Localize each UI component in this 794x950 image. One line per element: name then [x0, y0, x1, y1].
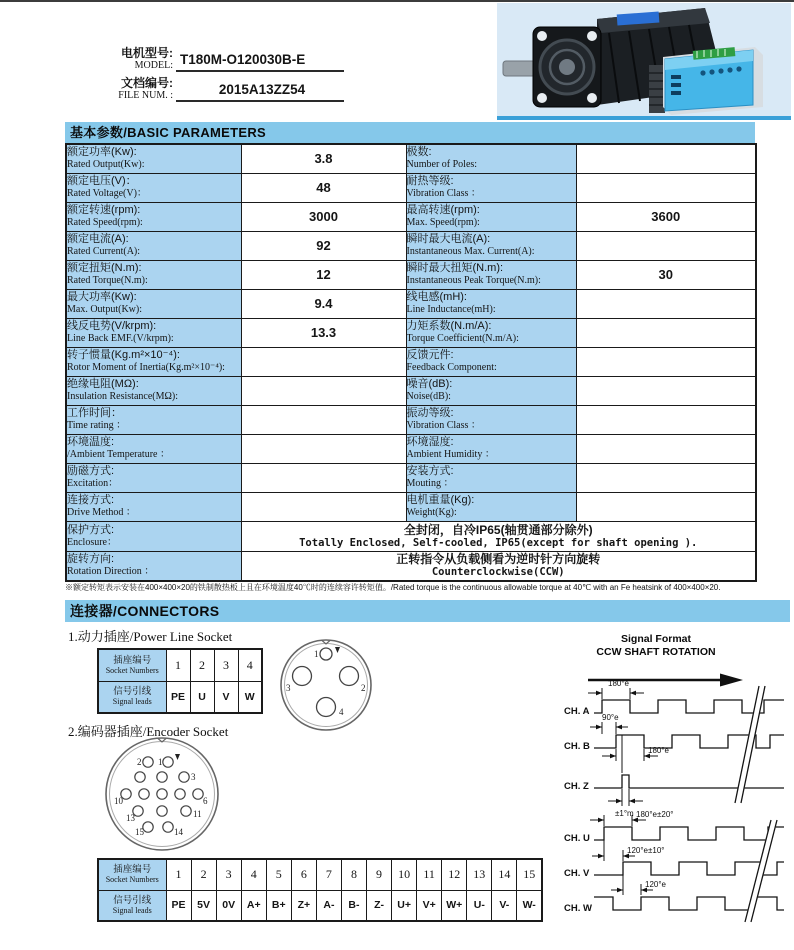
power-pin-3 [293, 667, 312, 686]
power-socket-leads-label [98, 681, 166, 713]
encoder-pin-10-label: 10 [114, 796, 123, 806]
enclosure-label-cell [66, 521, 241, 551]
socket-cell: V+ [417, 890, 442, 921]
product-photo-panel [497, 3, 791, 120]
channel-u-label: CH. U [564, 833, 590, 844]
param-label-cell: 线电感(mH): Line Inductance(mH): [406, 289, 576, 318]
rotation-value-cell [241, 551, 756, 581]
param-label-cell: 最大功率(Kw): Max. Output(Kw): [66, 289, 241, 318]
pin1-key-mark [335, 647, 340, 653]
socket-cell: 5V [191, 890, 216, 921]
basic-parameters-table [65, 143, 757, 582]
param-label-cell: 额定电流(A): Rated Current(A): [66, 231, 241, 260]
enclosure-value-cn: 全封闭，自冷IP65(轴贯通部分除外) [403, 522, 593, 537]
document-header [104, 46, 344, 106]
param-value-cell: 13.3 [241, 318, 406, 347]
param-value-cell [576, 434, 756, 463]
socket-cell: A- [316, 890, 341, 921]
basic-parameter-row [66, 463, 756, 492]
encoder-socket-numbers-row [98, 859, 542, 890]
param-value-cell [241, 492, 406, 521]
model-value: T180M-O120030B-E [176, 52, 344, 72]
channel-a-label: CH. A [564, 706, 590, 717]
power-socket-leads-row [98, 681, 262, 713]
param-value-cell [576, 492, 756, 521]
power-socket-numbers-label [98, 649, 166, 681]
basic-parameter-row [66, 173, 756, 202]
rotation-label-cn: 旋转方向: [67, 553, 115, 566]
socket-cell: 4 [238, 649, 262, 681]
param-value-cell: 12 [241, 260, 406, 289]
param-value-cell [241, 434, 406, 463]
file-num-value: 2015A13ZZ54 [176, 82, 344, 102]
signal-title-line2: CCW SHAFT ROTATION [596, 646, 716, 658]
param-label-cell: 电机重量(Kg): Weight(Kg): [406, 492, 576, 521]
socket-numbers-label-cn: 插座编号 [113, 864, 152, 876]
signal-title-line1: Signal Format [620, 633, 692, 645]
param-label-cell: 瞬时最大扭矩(N.m): Instantaneous Peak Torque(N.m): [406, 260, 576, 289]
param-value-cell: 3000 [241, 202, 406, 231]
socket-cell: 14 [492, 859, 517, 890]
socket-cell: 13 [467, 859, 492, 890]
param-label-cell: 极数: Number of Poles: [406, 144, 576, 173]
socket-cell: U+ [392, 890, 417, 921]
param-label-cell: 噪音(dB): Noise(dB): [406, 376, 576, 405]
encoder-pin-13-label: 13 [126, 813, 135, 823]
signal-format-diagram [552, 628, 792, 940]
socket-cell: 8 [341, 859, 366, 890]
encoder-socket-leads-label [98, 890, 166, 921]
param-label-cell: 振动等级: Vibration Class ： [406, 405, 576, 434]
encoder-socket-heading: 2.编码器插座/Encoder Socket [68, 724, 229, 739]
encoder-pin-3-label: 3 [191, 772, 196, 782]
encoder-pin-2-label: 2 [137, 757, 142, 767]
dim-z: ±1°m [615, 809, 634, 818]
basic-parameters-header: 基本参数/BASIC PARAMETERS [65, 122, 755, 143]
basic-merged-rows [66, 521, 756, 581]
basic-parameter-row [66, 202, 756, 231]
socket-cell: Z- [367, 890, 392, 921]
rotation-row [66, 551, 756, 581]
encoder-socket-numbers-label [98, 859, 166, 890]
socket-numbers-label-cn: 插座编号 [113, 654, 152, 666]
power-pin-3-label: 3 [286, 683, 291, 693]
socket-cell: PE [166, 681, 190, 713]
socket-cell: 4 [241, 859, 266, 890]
param-value-cell: 9.4 [241, 289, 406, 318]
socket-cell: B- [341, 890, 366, 921]
power-pin-1-label: 1 [314, 649, 319, 659]
page-top-rule [0, 0, 794, 2]
basic-parameter-rows [66, 144, 756, 521]
rotation-value-en: Counterclockwise(CCW) [431, 566, 565, 579]
waveform-break-lower [748, 820, 774, 922]
socket-cell: 12 [442, 859, 467, 890]
motor-controller-illustration [497, 3, 791, 116]
param-label-cell: 最高转速(rpm): Max. Speed(rpm): [406, 202, 576, 231]
param-value-cell [576, 318, 756, 347]
channel-z-label: CH. Z [564, 781, 589, 792]
param-label-cell: 工作时间： Time rating ： [66, 405, 241, 434]
socket-cell: 15 [517, 859, 542, 890]
socket-cell: B+ [266, 890, 291, 921]
param-value-cell [241, 376, 406, 405]
param-value-cell [576, 173, 756, 202]
param-label-cell: 额定扭矩(N.m): Rated Torque(N.m): [66, 260, 241, 289]
enclosure-value-cell [241, 521, 756, 551]
encoder-pin-6-label: 6 [203, 796, 208, 806]
socket-cell: 11 [417, 859, 442, 890]
param-value-cell: 3600 [576, 202, 756, 231]
socket-cell: 2 [191, 859, 216, 890]
param-label-cell: 转子惯量(Kg.m²×10⁻⁴): Rotor Moment of Inertia(Kg.m²×10⁻⁴): [66, 347, 241, 376]
dim-v: 120°e±10° [627, 846, 665, 855]
socket-cell: V [214, 681, 238, 713]
socket-cell: V- [492, 890, 517, 921]
param-value-cell [576, 144, 756, 173]
encoder-pin-14-label: 14 [174, 827, 183, 837]
model-label-cn: 电机型号: [121, 46, 173, 60]
socket-cell: 7 [316, 859, 341, 890]
dim-b2: 180°e [648, 746, 669, 755]
model-label-en: MODEL: [134, 60, 173, 71]
enclosure-value-en: Totally Enclosed, Self-cooled, IP65(except for shaft opening ). [299, 536, 698, 549]
connectors-header: 连接器/CONNECTORS [65, 600, 790, 622]
file-label-cn: 文档编号: [121, 76, 173, 90]
socket-cell: A+ [241, 890, 266, 921]
power-socket-diagram [276, 635, 376, 735]
encoder-socket-diagram [102, 734, 222, 854]
power-pin-2-label: 2 [361, 683, 366, 693]
encoder-pin-1-label: 1 [158, 757, 163, 767]
encoder-socket-table [97, 858, 543, 922]
param-value-cell: 3.8 [241, 144, 406, 173]
socket-cell: 0V [216, 890, 241, 921]
basic-parameter-row [66, 318, 756, 347]
param-label-cell: 环境湿度: Ambient Humidity ： [406, 434, 576, 463]
encoder-socket-leads-row [98, 890, 542, 921]
socket-cell: W [238, 681, 262, 713]
channel-w-label: CH. W [564, 903, 592, 914]
socket-cell: PE [166, 890, 191, 921]
basic-parameter-row [66, 405, 756, 434]
signal-leads-label-cn: 信号引线 [113, 894, 152, 906]
socket-cell: 5 [266, 859, 291, 890]
rated-torque-footnote: ※额定转矩表示安装在400×400×20的铁制散热板上且在环境温度40℃时的连续容许转矩值。/Rated torque is the continuous allowable torque at 40℃ with an Fe heatsink of 400×400×20. [65, 583, 721, 592]
file-num-row [104, 76, 344, 102]
param-label-cell: 反馈元件: Feedback Component: [406, 347, 576, 376]
power-pin-4-label: 4 [339, 707, 344, 717]
param-label-cell: 安装方式: Mouting ： [406, 463, 576, 492]
basic-parameter-row [66, 144, 756, 173]
socket-cell: U- [467, 890, 492, 921]
power-socket-numbers-row [98, 649, 262, 681]
param-label-cell: 线反电势(V/krpm): Line Back EMF.(V/krpm): [66, 318, 241, 347]
param-label-cell: 绝缘电阻(MΩ): Insulation Resistance(MΩ): [66, 376, 241, 405]
signal-leads-label-en: Signal leads [112, 697, 152, 707]
basic-parameter-row [66, 231, 756, 260]
encoder-key-mark [175, 754, 180, 760]
socket-cell: 9 [367, 859, 392, 890]
basic-parameter-row [66, 492, 756, 521]
file-label-en: FILE NUM. : [118, 90, 173, 101]
dim-a: 180°e [608, 679, 629, 688]
basic-parameter-row [66, 434, 756, 463]
param-value-cell [576, 289, 756, 318]
param-value-cell [241, 347, 406, 376]
socket-cell: 2 [190, 649, 214, 681]
param-value-cell [576, 376, 756, 405]
socket-cell: 1 [166, 649, 190, 681]
param-label-cell: 励磁方式: Excitation： [66, 463, 241, 492]
param-value-cell [241, 463, 406, 492]
basic-parameter-row [66, 260, 756, 289]
socket-cell: 1 [166, 859, 191, 890]
socket-cell: 10 [392, 859, 417, 890]
param-value-cell: 30 [576, 260, 756, 289]
param-value-cell: 92 [241, 231, 406, 260]
encoder-pin-15-label: 15 [135, 827, 144, 837]
channel-b-label: CH. B [564, 741, 590, 752]
param-label-cell: 额定电压(V)： Rated Voltage(V)： [66, 173, 241, 202]
rotation-value-cn: 正转指令从负载侧看为逆时针方向旋转 [396, 552, 601, 567]
rotation-label-en: Rotation Direction ： [67, 566, 155, 578]
param-value-cell [241, 405, 406, 434]
power-socket-heading: 1.动力插座/Power Line Socket [68, 629, 233, 644]
socket-cell: W- [517, 890, 542, 921]
basic-parameter-row [66, 376, 756, 405]
socket-numbers-label-en: Socket Numbers [105, 665, 159, 675]
socket-cell: 6 [291, 859, 316, 890]
dim-b1: 90°e [602, 713, 619, 722]
dim-u: 180°e±20° [636, 810, 674, 819]
power-socket-table [97, 648, 263, 714]
channel-z-wave [594, 775, 784, 788]
param-value-cell [576, 463, 756, 492]
param-label-cell: 瞬时最大电流(A): Instantaneous Max. Current(A): [406, 231, 576, 260]
param-label-cell: 连接方式: Drive Method ： [66, 492, 241, 521]
dim-w: 120°e [645, 880, 666, 889]
socket-numbers-label-en: Socket Numbers [105, 875, 159, 885]
socket-cell: W+ [442, 890, 467, 921]
param-label-cell: 额定转速(rpm): Rated Speed(rpm): [66, 202, 241, 231]
signal-leads-label-cn: 信号引线 [113, 686, 152, 698]
power-pin-1 [320, 648, 332, 660]
param-value-cell [576, 405, 756, 434]
channel-u-wave [594, 827, 784, 840]
enclosure-row [66, 521, 756, 551]
enclosure-label-cn: 保护方式: [67, 523, 115, 536]
socket-cell: 3 [214, 649, 238, 681]
rotation-label-cell [66, 551, 241, 581]
param-value-cell [576, 347, 756, 376]
basic-parameter-row [66, 289, 756, 318]
param-label-cell: 耐热等级: Vibration Class ： [406, 173, 576, 202]
signal-leads-label-en: Signal leads [112, 905, 152, 915]
param-value-cell [576, 231, 756, 260]
model-row [104, 46, 344, 72]
enclosure-label-en: Enclosure： [67, 536, 117, 548]
socket-cell: 3 [216, 859, 241, 890]
encoder-pin-11-label: 11 [193, 809, 202, 819]
channel-v-label: CH. V [564, 868, 590, 879]
power-pin-2 [340, 667, 359, 686]
socket-cell: U [190, 681, 214, 713]
param-value-cell: 48 [241, 173, 406, 202]
power-pin-4 [317, 698, 336, 717]
socket-cell: Z+ [291, 890, 316, 921]
param-label-cell: 力矩系数(N.m/A): Torque Coefficient(N.m/A): [406, 318, 576, 347]
param-label-cell: 额定功率(Kw): Rated Output(Kw): [66, 144, 241, 173]
param-label-cell: 环境温度: /Ambient Temperature ： [66, 434, 241, 463]
basic-parameter-row [66, 347, 756, 376]
